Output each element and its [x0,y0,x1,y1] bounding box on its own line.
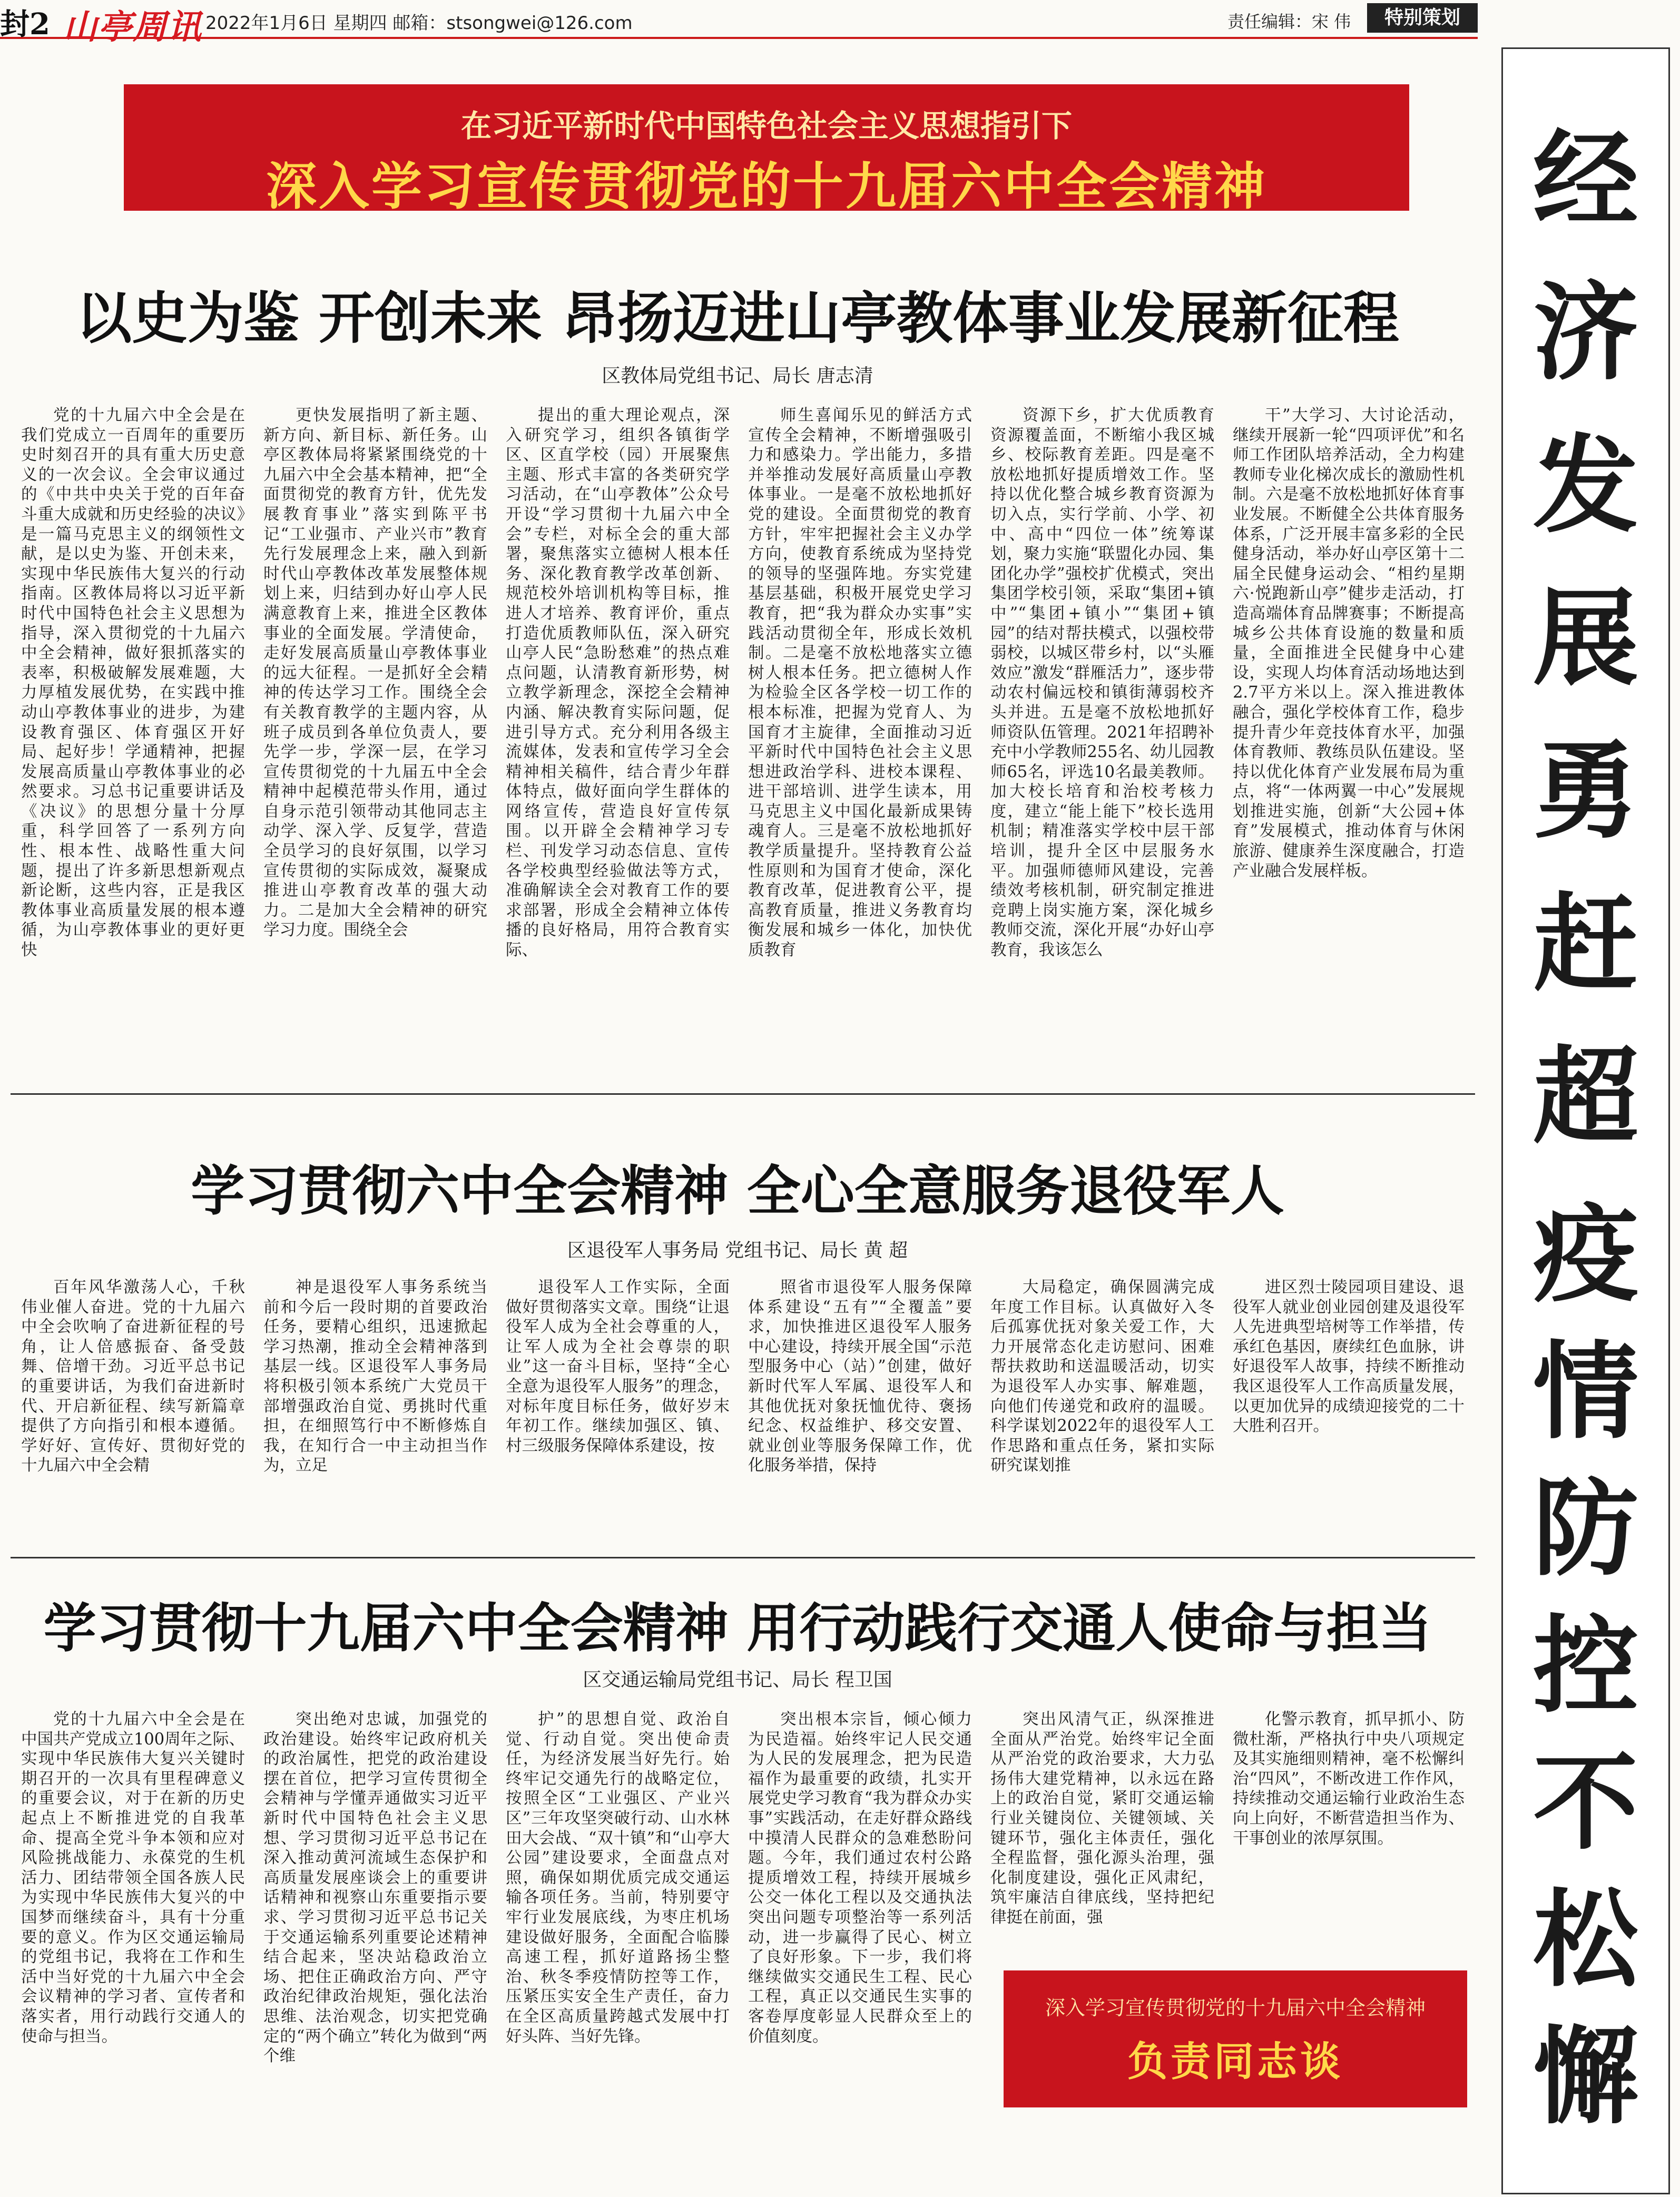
article-2-column-1 [21,1278,245,1546]
slogan-char: 经 [1532,119,1638,242]
article-3-column-5 [990,1710,1214,1957]
article-2-column-6 [1233,1278,1465,1546]
slogan-char: 展 [1532,577,1638,700]
article-2-paragraph: 进区烈士陵园项目建设、退役军人就业创业园创建及退役军人先进典型培树等工作举措，传承红色基因，赓续红色血脉，讲好退役军人故事，持续不断推动我区退役军人工作高质量发展，以更加优异的成绩迎接党的二十大胜利召开。 [1233,1278,1465,1436]
slogan-char: 控 [1532,1605,1638,1728]
article-3-byline: 区交通运输局党组书记、局长 程卫国 [583,1669,892,1691]
slogan-char: 懈 [1532,2016,1638,2139]
article-1-column-5 [990,406,1214,1275]
article-2-headline: 学习贯彻六中全会精神 全心全意服务退役军人 [191,1160,1284,1223]
article-2-paragraph: 百年风华激荡人心，千秋伟业催人奋进。党的十九届六中全会吹响了奋进新征程的号角，让人倍感振奋、备受鼓舞、倍增干劲。习近平总书记的重要讲话，为我们奋进新时代、开启新征程、续写新篇章提供了方向指引和根本遵循。学好好、宣传好、贯彻好党的十九届六中全会精 [21,1278,245,1475]
article-1-column-6 [1233,406,1465,1275]
article-1-column-2 [263,406,487,1275]
feature-box-title: 负责同志谈 [1127,2038,1343,2085]
side-slogan-column [1501,47,1670,2194]
article-2-column-4 [748,1278,972,1546]
article-1-column-4 [748,406,972,1275]
article-2-paragraph: 大局稳定，确保圆满完成年度工作目标。认真做好入冬后孤寡优抚对象关爱工作，大力开展常态化走访慰问、困难帮扶救助和送温暖活动，切实为退役军人办实事、解难题，向他们传递党和政府的温暖。科学谋划2022年的退役军人工作思路和重点任务，紧扣实际研究谋划推 [990,1278,1214,1475]
article-1-paragraph: 师生喜闻乐见的鲜活方式宣传全会精神，不断增强吸引力和感染力。学出能力，多措并举推动发展好高质量山亭教体事业。一是毫不放松地抓好党的建设。全面贯彻党的教育方针，牢牢把握社会主义办学方向，使教育系统成为坚持党的领导的坚强阵地。夯实党建基层基础，积极开展党史学习教育，把“我为群众办实事”实践活动贯彻全年，形成长效机制。二是毫不放松地落实立德树人根本任务。把立德树人作为检验全区各学校一切工作的根本标准，把握为党育人、为国育才主旋律，全面推动习近平新时代中国特色社会主义思想进政治学科、进校本课程、进干部培训、进学生读本，用马克思主义中国化最新成果铸魂育人。三是毫不放松地抓好教学质量提升。坚持教育公益性原则和为国育才使命，深化教育改革，促进教育公平，提高教育质量，推进义务教育均衡发展和城乡一体化，加快优质教育 [748,406,972,960]
theme-banner [124,84,1409,216]
article-3-column-4 [748,1710,972,2179]
feature-box [1004,1970,1467,2107]
article-3-column-2 [263,1710,487,2179]
page-number: 封2 [0,7,50,42]
slogan-char: 松 [1532,1879,1638,2002]
article-3-paragraph: 党的十九届六中全会是在中国共产党成立100周年之际、实现中华民族伟大复兴关键时期召开的一次具有里程碑意义的重要会议，对于在新的历史起点上不断推进党的自我革命、提高全党斗争本领和应对风险挑战能力、永葆党的生机活力、团结带领全国各族人民为实现中华民族伟大复兴的中国梦而继续奋斗，具有十分重要的意义。作为区交通运输局的党组书记，我将在工作和生活中当好党的十九届六中全会会议精神的学习者、宣传者和落实者，用行动践行交通人的使命与担当。 [21,1710,245,2046]
article-3-column-1 [21,1710,245,2179]
editor-info: 责任编辑：宋 伟 [1227,12,1351,32]
article-2-paragraph: 神是退役军人事务系统当前和今后一段时期的首要政治任务，要精心组织，迅速掀起学习热潮，推动全会精神落到基层一线。区退役军人事务局将积极引领本系统广大党员干部增强政治自觉、勇挑时代重担，在细照笃行中不断修炼自我，在知行合一中主动担当作为，立足 [263,1278,487,1475]
article-3-paragraph: 化警示教育，抓早抓小、防微杜渐，严格执行中央八项规定及其实施细则精神，毫不松懈纠治“四风”，不断改进工作作风，持续推动交通运输行业政治生态向上向好，不断营造担当作为、干事创业的浓厚氛围。 [1233,1710,1465,1848]
banner-subtitle: 在习近平新时代中国特色社会主义思想指引下 [460,108,1072,144]
slogan-char: 赶 [1532,883,1638,1006]
slogan-char: 防 [1532,1468,1638,1591]
article-1-column-3 [506,406,730,1275]
article-3-paragraph: 突出绝对忠诚，加强党的政治建设。始终牢记政府机关的政治属性，把党的政治建设摆在首位，把学习宣传贯彻全会精神与学懂弄通做实习近平新时代中国特色社会主义思想、学习贯彻习近平总书记在深入推动黄河流域生态保护和高质量发展座谈会上的重要讲话精神和视察山东重要指示要求、学习贯彻习近平总书记关于交通运输系列重要论述精神结合起来，坚决站稳政治立场、把住正确政治方向、严守政治纪律政治规矩，强化法治思维、法治观念，切实把党确定的“两个确立”转化为做到“两个维 [263,1710,487,2066]
article-2-column-3 [506,1278,730,1546]
newspaper-masthead: 山亭周讯 [63,7,202,47]
slogan-char: 不 [1532,1742,1638,1865]
article-3-headline: 学习贯彻十九届六中全会精神 用行动践行交通人使命与担当 [43,1597,1432,1659]
slogan-char: 超 [1532,1036,1638,1159]
article-3-paragraph: 护”的思想自觉、政治自觉、行动自觉。突出使命责任，为经济发展当好先行。始终牢记交通先行的战略定位，按照全区“工业强区、产业兴区”三年攻坚突破行动、山水林田大会战、“双十镇”和“山亭大公园”建设要求，全面盘点对照，确保如期优质完成交通运输各项任务。当前，特别要守牢行业发展底线，为枣庄机场建设做好服务，全面配合临滕高速工程，抓好道路扬尘整治、秋冬季疫情防控等工作，压紧压实安全生产责任，奋力在全区高质量跨越式发展中打好头阵、当好先锋。 [506,1710,730,2046]
article-1-paragraph: 党的十九届六中全会是在我们党成立一百周年的重要历史时刻召开的具有重大历史意义的一次会议。全会审议通过的《中共中央关于党的百年奋斗重大成就和历史经验的决议》是一篇马克思主义的纲领性文献，是以史为鉴、开创未来，实现中华民族伟大复兴的行动指南。区教体局将以习近平新时代中国特色社会主义思想为指导，深入贯彻党的十九届六中全会精神，做好狠抓落实的表率，积极破解发展难题，大力厚植发展优势，在实践中推动山亭教体事业的进步，为建设教育强区、体育强区开好局、起好步！学通精神，把握发展高质量山亭教体事业的必然要求。习总书记重要讲话及《决议》的思想分量十分厚重，科学回答了一系列方向性、根本性、战略性重大问题，提出了许多新思想新观点新论断，这些内容，正是我区教体事业高质量发展的根本遵循，为山亭教体事业的更好更快 [21,406,245,960]
slogan-char: 发 [1532,425,1638,547]
slogan-char: 济 [1532,272,1638,395]
slogan-char: 情 [1532,1331,1638,1454]
article-2-paragraph: 退役军人工作实际，全面做好贯彻落实文章。围绕“让退役军人成为全社会尊重的人，让军人成为全社会尊崇的职业”这一奋斗目标，坚持“全心全意为退役军人服务”的理念，对标年度目标任务，做好岁末年初工作。继续加强区、镇、村三级服务保障体系建设，按 [506,1278,730,1455]
article-1-paragraph: 干”大学习、大讨论活动，继续开展新一轮“四项评优”和名师工作团队培养活动，全力构建教师专业化梯次成长的激励性机制。六是毫不放松地抓好体育事业发展。不断健全公共体育服务体系，广泛开展丰富多彩的全民健身活动，举办好山亭区第十二届全民健身运动会、“相约星期六·悦跑新山亭”健步走活动，打造高端体育品牌赛事；不断提高城乡公共体育设施的数量和质量，全面推进全民健身中心建设，实现人均体育活动场地达到2.7平方米以上。深入推进教体融合，强化学校体育工作，稳步提升青少年竞技体育水平，加强体育教师、教练员队伍建设。坚持以优化体育产业发展布局为重点，将“一体两翼一中心”发展规划推进实施，创新“大公园+体育”发展模式，推动体育与休闲旅游、健康养生深度融合，打造产业融合发展样板。 [1233,406,1465,880]
issue-info: 2022年1月6日 星期四 邮箱：stsongwei@126.com [205,13,633,34]
article-3-paragraph: 突出根本宗旨，倾心倾力为民造福。始终牢记人民交通为人民的发展理念，把为民造福作为最重要的政绩，扎实开展党史学习教育“我为群众办实事”实践活动，在走好群众路线中摸清人民群众的急难愁盼问题。今年，我们通过农村公路提质增效工程，持续开展城乡公交一体化工程以及交通执法突出问题专项整治等一系列活动，进一步赢得了民心、树立了良好形象。下一步，我们将继续做实交通民生工程、民心工程，真正以交通民生实事的客卷厚度彰显人民群众至上的价值刻度。 [748,1710,972,2046]
slogan-char: 勇 [1532,730,1638,853]
article-2-column-2 [263,1278,487,1546]
banner-title: 深入学习宣传贯彻党的十九届六中全会精神 [266,157,1267,216]
article-1-paragraph: 更快发展指明了新主题、新方向、新目标、新任务。山亭区教体局将紧紧围绕党的十九届六中全会基本精神，把“全面贯彻党的教育方针，优先发展教育事业”落实到陈平书记“工业强市、产业兴市”教育先行发展理念上来，融入到新时代山亭教体改革发展整体规划上来，归结到办好山亭人民满意教育上来，推进全区教体事业的全面发展。学清使命，走好发展高质量山亭教体事业的远大征程。一是抓好全会精神的传达学习工作。围绕全会有关教育教学的主题内容，从班子成员到各单位负责人，要先学一步，学深一层，在学习宣传贯彻党的十九届五中全会精神中起模范带头作用，通过自身示范引领带动其他同志主动学、深入学、反复学，营造全员学习的良好氛围，以学习宣传贯彻的实际成效，凝聚成推进山亭教育改革的强大动力。二是加大全会精神的研究学习力度。围绕全会 [263,406,487,940]
feature-box-subtitle: 深入学习宣传贯彻党的十九届六中全会精神 [1045,1996,1426,2019]
article-1-headline: 以史为鉴 开创未来 昂扬迈进山亭教体事业发展新征程 [76,286,1399,351]
section-tag: 特别策划 [1367,3,1478,33]
section-divider [11,1093,1475,1095]
article-3-paragraph: 突出风清气正，纵深推进全面从严治党。始终牢记全面从严治党的政治要求，大力弘扬伟大建党精神，以永远在路上的政治自觉，紧盯交通运输行业关键岗位、关键领域、关键环节，强化主体责任，强化全程监督，强化源头治理，强化制度建设，强化正风肃纪，筑牢廉洁自律底线，坚持把纪律挺在前面，强 [990,1710,1214,1927]
article-1-paragraph: 资源下乡，扩大优质教育资源覆盖面，不断缩小我区城乡、校际教育差距。四是毫不放松地抓好提质增效工作。坚持以优化整合城乡教育资源为切入点，实行学前、小学、初中、高中“四位一体”统筹谋划，聚力实施“联盟化办园、集团化办学”强校扩优模式，突出集团学校引领，采取“集团+镇中”“集团+镇小”“集团+镇园”的结对帮扶模式，以强校带弱校，以城区带乡村，以“头雁效应”激发“群雁活力”，逐步带动农村偏远校和镇街薄弱校齐头并进。五是毫不放松地抓好师资队伍管理。2021年招聘补充中小学教师255名、幼儿园教师65名，评选10名最美教师。加大校长培育和治校考核力度，建立“能上能下”校长选用机制；精准落实学校中层干部培训，提升全区中层服务水平。加强师德师风建设，完善绩效考核机制，研究制定推进竞聘上岗实施方案，深化城乡教师交流，深化开展“办好山亭教育，我该怎么 [990,406,1214,960]
article-2-paragraph: 照省市退役军人服务保障体系建设“五有”“全覆盖”要求，加快推进区退役军人服务中心建设，持续开展全国“示范型服务中心（站）”创建，做好新时代军人军属、退役军人和其他优抚对象抚恤优待、褒扬纪念、权益维护、移交安置、就业创业等服务保障工作，优化服务举措，保持 [748,1278,972,1475]
article-3-column-3 [506,1710,730,2179]
section-divider [11,1557,1475,1558]
article-3-column-6 [1233,1710,1465,1957]
article-2-column-5 [990,1278,1214,1546]
article-1-paragraph: 提出的重大理论观点，深入研究学习，组织各镇街学区、区直学校（园）开展聚焦主题、形式丰富的各类研究学习活动，在“山亭教体”公众号开设“学习贯彻十九届六中全会”专栏，对标全会的重大部署，聚焦落实立德树人根本任务、深化教育教学改革创新、规范校外培训机构等目标，推进人才培养、教育评价，重点打造优质教师队伍，深入研究山亭人民“急盼愁难”的热点难点问题，认清教育新形势，树立教学新理念，深挖全会精神内涵、解决教育实际问题，促进引导方式。充分利用各级主流媒体，发表和宣传学习全会精神相关稿件，结合青少年群体特点，做好面向学生群体的网络宣传，营造良好宣传氛围。以开辟全会精神学习专栏、刊发学习动态信息、宣传各学校典型经验做法等方式，准确解读全会对教育工作的要求部署，形成全会精神立体传播的良好格局，用符合教育实际、 [506,406,730,960]
slogan-char: 疫 [1532,1194,1638,1317]
article-2-byline: 区退役军人事务局 党组书记、局长 黄 超 [567,1240,908,1261]
article-1-column-1 [21,406,245,1275]
article-1-byline: 区教体局党组书记、局长 唐志清 [602,365,873,387]
